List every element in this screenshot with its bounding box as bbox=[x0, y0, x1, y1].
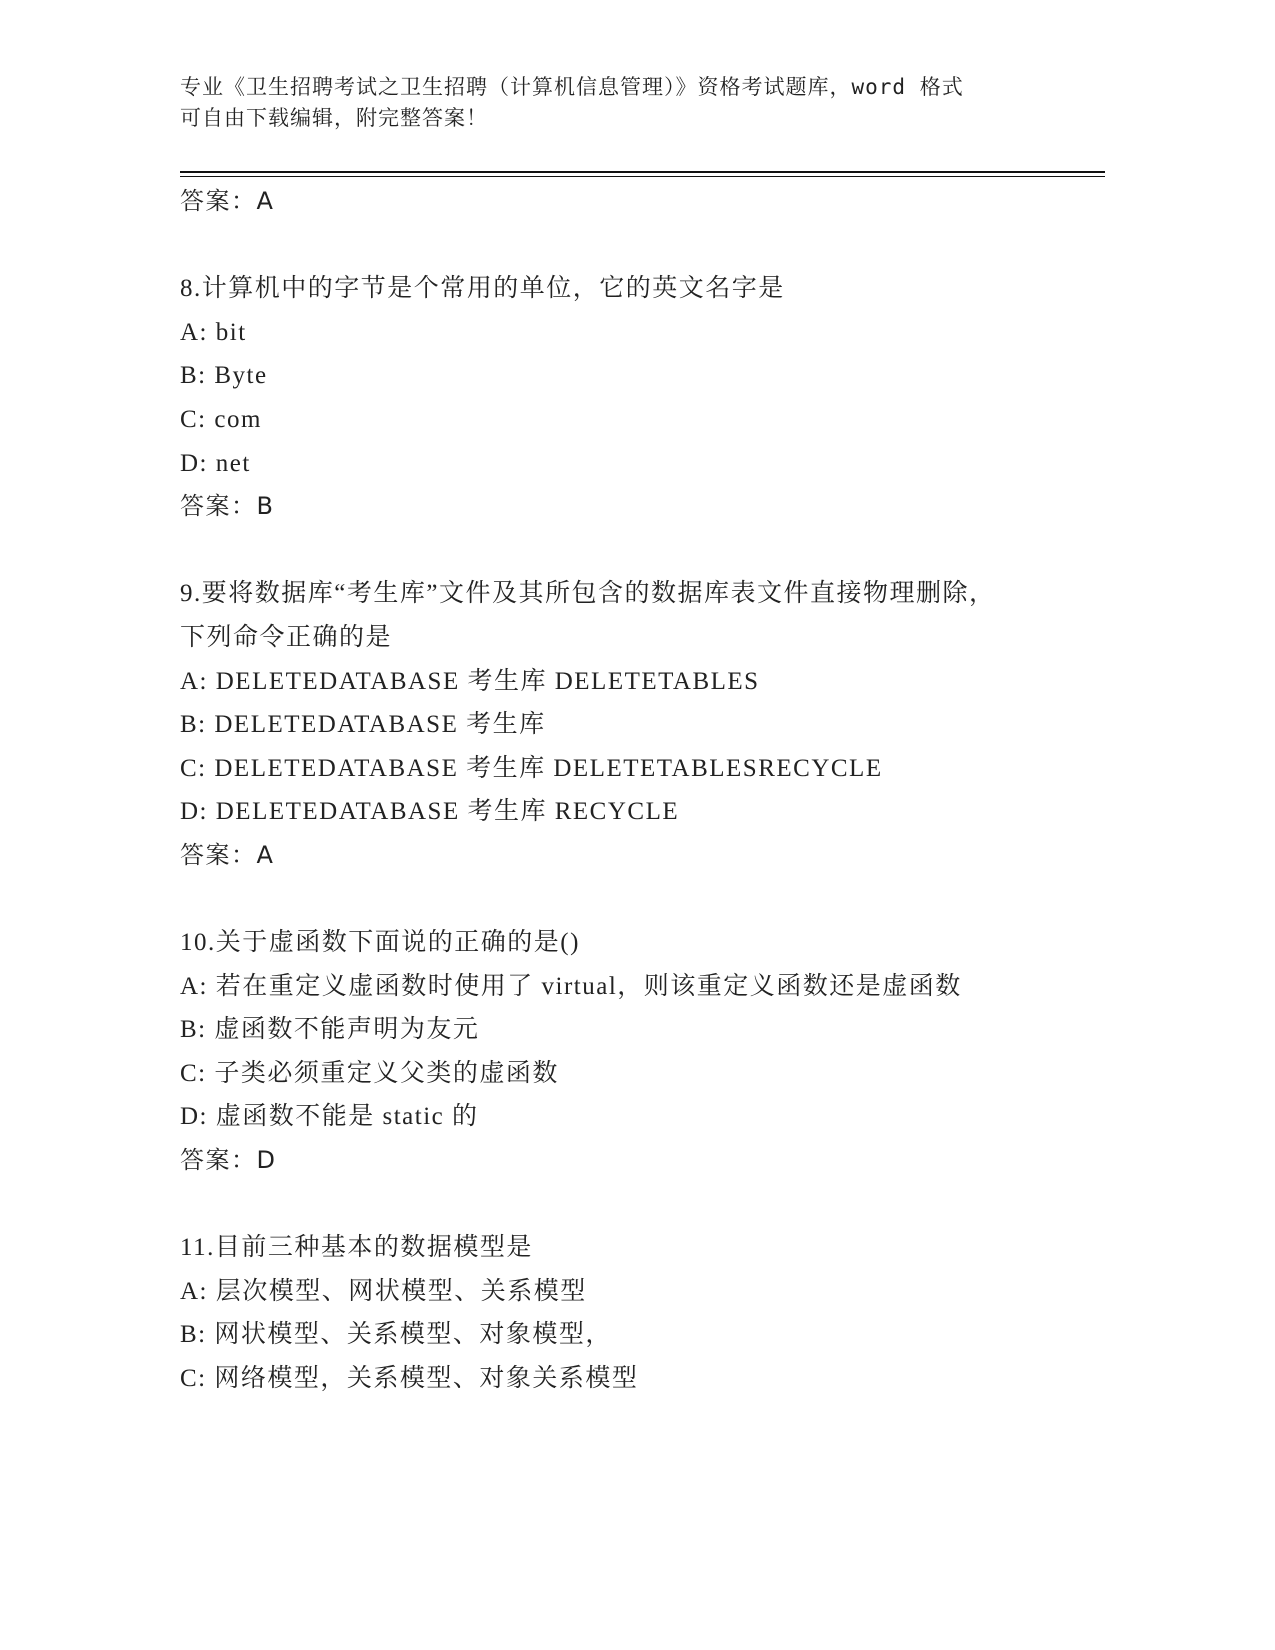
answer-line: 答案：B bbox=[180, 492, 275, 521]
document-header bbox=[180, 72, 1060, 134]
answer-line: 答案：D bbox=[180, 1146, 277, 1175]
option-c: C: DELETEDATABASE 考生库 DELETETABLESRECYCLE bbox=[180, 754, 883, 782]
option-a: A: bit bbox=[180, 318, 247, 346]
question-11 bbox=[180, 1226, 1060, 1400]
header-line-1: 专业《卫生招聘考试之卫生招聘（计算机信息管理）》资格考试题库，word 格式 bbox=[180, 75, 964, 99]
option-b: B: 网状模型、关系模型、对象模型， bbox=[180, 1321, 612, 1349]
header-divider-thick bbox=[180, 171, 1105, 173]
question-stem: 9.要将数据库“考生库”文件及其所包含的数据库表文件直接物理删除，下列命令正确的是 bbox=[180, 580, 996, 651]
question-list bbox=[180, 180, 1060, 1401]
option-d: D: 虚函数不能是 static 的 bbox=[180, 1103, 479, 1131]
question-9 bbox=[180, 572, 1060, 877]
answer-line: 答案：A bbox=[180, 840, 275, 869]
header-line-2: 可自由下载编辑，附完整答案！ bbox=[180, 106, 488, 130]
option-b: B: 虚函数不能声明为友元 bbox=[180, 1016, 480, 1044]
question-10 bbox=[180, 921, 1060, 1183]
answer-line: 答案：A bbox=[180, 187, 275, 215]
option-d: D: net bbox=[180, 449, 251, 477]
option-a: A: DELETEDATABASE 考生库 DELETETABLES bbox=[180, 667, 760, 695]
question-stem: 8.计算机中的字节是个常用的单位，它的英文名字是 bbox=[180, 275, 785, 303]
header-divider-thin bbox=[180, 176, 1105, 177]
option-c: C: 网络模型，关系模型、对象关系模型 bbox=[180, 1365, 639, 1393]
option-a: A: 层次模型、网状模型、关系模型 bbox=[180, 1277, 587, 1305]
option-d: D: DELETEDATABASE 考生库 RECYCLE bbox=[180, 798, 680, 826]
option-a: A: 若在重定义虚函数时使用了 virtual，则该重定义函数还是虚函数 bbox=[180, 972, 962, 1000]
option-c: C: 子类必须重定义父类的虚函数 bbox=[180, 1059, 559, 1087]
option-b: B: Byte bbox=[180, 362, 268, 390]
option-c: C: com bbox=[180, 405, 262, 433]
question-stem: 11.目前三种基本的数据模型是 bbox=[180, 1234, 533, 1262]
question-stem: 10.关于虚函数下面说的正确的是() bbox=[180, 929, 580, 957]
question-8 bbox=[180, 267, 1060, 529]
option-b: B: DELETEDATABASE 考生库 bbox=[180, 711, 546, 739]
